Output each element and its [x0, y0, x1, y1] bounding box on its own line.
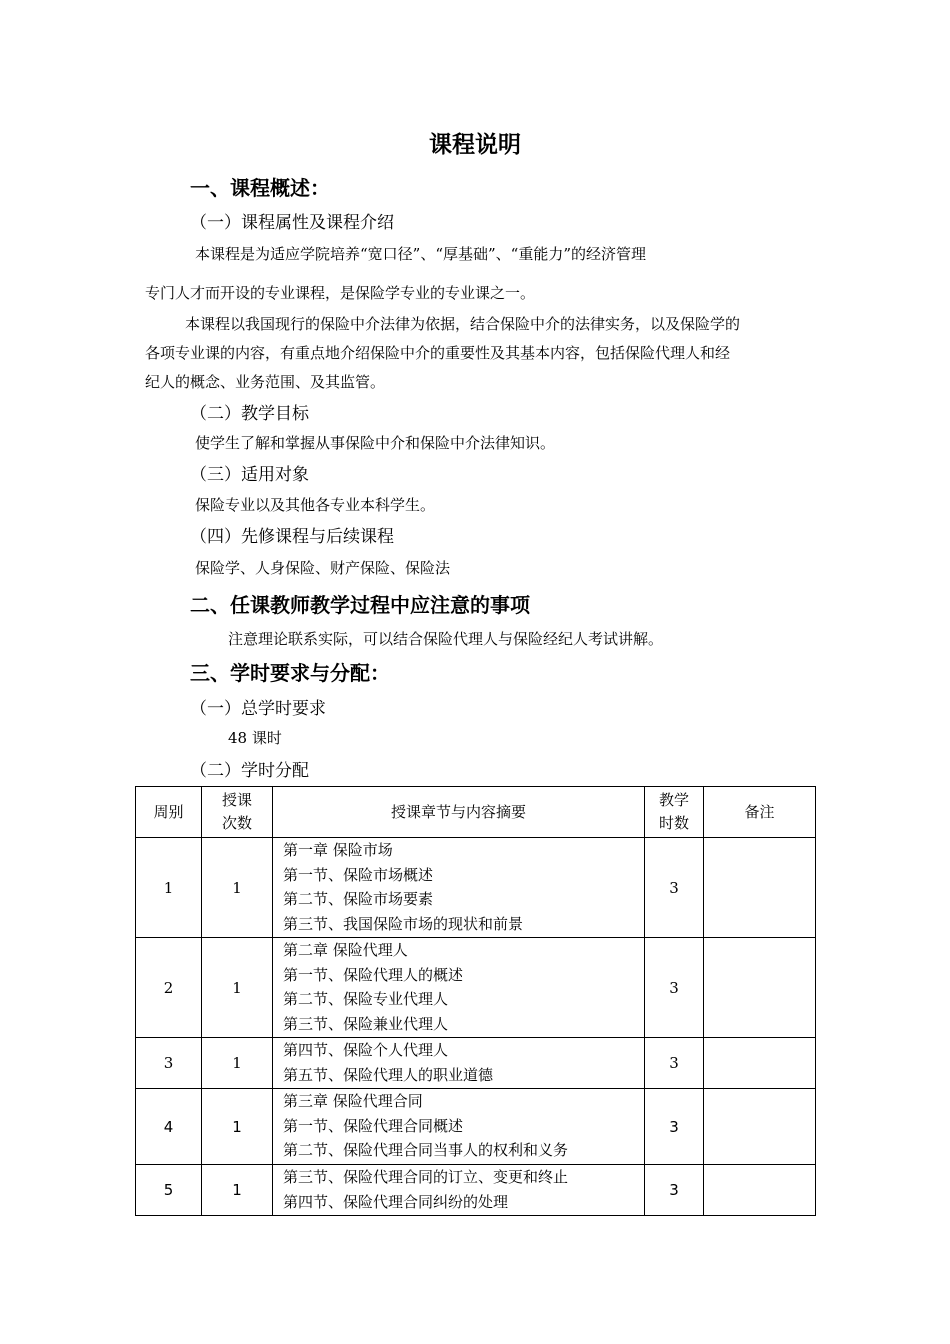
section-3-heading: 三、学时要求与分配：	[190, 661, 390, 685]
schedule-table	[135, 786, 816, 1216]
cell-hours: 3	[645, 1038, 704, 1089]
cell-week: 1	[136, 838, 202, 938]
section-2-heading: 二、任课教师教学过程中应注意的事项	[190, 593, 530, 617]
cell-week: 4	[136, 1089, 202, 1165]
cell-notes	[704, 938, 816, 1038]
cell-sessions: 1	[202, 1089, 273, 1165]
cell-notes	[704, 1165, 816, 1216]
cell-sessions: 1	[202, 1165, 273, 1216]
paragraph-4: 保险专业以及其他各专业本科学生。	[195, 496, 436, 514]
header-week: 周别	[136, 787, 202, 838]
content-line: 第一节、保险代理合同概述	[283, 1116, 464, 1135]
content-line: 第二节、保险专业代理人	[283, 990, 449, 1008]
section-1-sub-2: （二）教学目标	[190, 404, 309, 424]
cell-hours: 3	[645, 1089, 704, 1165]
section-2-paragraph: 注意理论联系实际，可以结合保险代理人与保险经纪人考试讲解。	[228, 630, 664, 648]
total-hours: 48 课时	[228, 729, 282, 747]
cell-notes	[704, 1038, 816, 1089]
content-line: 第三节、保险代理合同的订立、变更和终止	[283, 1168, 569, 1186]
cell-sessions: 1	[202, 838, 273, 938]
table-row	[136, 1165, 816, 1216]
paragraph-1b: 专门人才而开设的专业课程，是保险学专业的专业课之一。	[145, 284, 536, 302]
paragraph-1a: 本课程是为适应学院培养“宽口径”、“厚基础”、“重能力”的经济管理	[195, 245, 647, 263]
content-line: 第一节、保险市场概述	[283, 865, 434, 884]
content-line: 第三节、保险兼业代理人	[283, 1014, 449, 1033]
content-line: 第三章 保险代理合同	[283, 1092, 423, 1110]
content-line: 第一节、保险代理人的概述	[283, 965, 464, 984]
paragraph-2a: 本课程以我国现行的保险中介法律为依据，结合保险中介的法律实务，以及保险学的	[185, 315, 741, 333]
cell-week: 2	[136, 938, 202, 1038]
paragraph-2c: 纪人的概念、业务范围、及其监管。	[145, 373, 386, 391]
cell-week: 5	[136, 1165, 202, 1216]
cell-content	[273, 1089, 645, 1165]
header-content: 授课章节与内容摘要	[273, 787, 645, 838]
table-row	[136, 838, 816, 938]
content-line: 第二节、保险代理合同当事人的权利和义务	[283, 1141, 569, 1159]
table-row	[136, 1089, 816, 1165]
header-sessions: 授课 次数	[202, 787, 273, 838]
table-row	[136, 1038, 816, 1089]
table-header-row	[136, 787, 816, 838]
header-notes: 备注	[704, 787, 816, 838]
cell-sessions: 1	[202, 938, 273, 1038]
cell-notes	[704, 838, 816, 938]
section-3-sub-1: （一）总学时要求	[190, 699, 326, 719]
content-line: 第二节、保险市场要素	[283, 890, 434, 908]
content-line: 第二章 保险代理人	[283, 941, 408, 959]
cell-hours: 3	[645, 1165, 704, 1216]
cell-hours: 3	[645, 838, 704, 938]
content-line: 第三节、我国保险市场的现状和前景	[283, 914, 524, 933]
cell-content	[273, 838, 645, 938]
section-1-sub-4: （四）先修课程与后续课程	[190, 527, 394, 547]
cell-notes	[704, 1089, 816, 1165]
cell-week: 3	[136, 1038, 202, 1089]
section-3-sub-2: （二）学时分配	[190, 761, 309, 781]
content-line: 第一章 保险市场	[283, 841, 393, 859]
section-1-sub-1: （一）课程属性及课程介绍	[190, 213, 394, 233]
content-line: 第五节、保险代理人的职业道德	[283, 1065, 494, 1084]
section-1-heading: 一、课程概述：	[190, 176, 330, 200]
content-line: 第四节、保险个人代理人	[283, 1041, 449, 1059]
cell-content	[273, 1165, 645, 1216]
page-title: 课程说明	[429, 132, 521, 158]
cell-content	[273, 938, 645, 1038]
paragraph-2b: 各项专业课的内容，有重点地介绍保险中介的重要性及其基本内容，包括保险代理人和经	[145, 344, 731, 362]
content-line: 第四节、保险代理合同纠纷的处理	[283, 1192, 509, 1211]
paragraph-5: 保险学、人身保险、财产保险、保险法	[195, 559, 451, 577]
paragraph-3: 使学生了解和掌握从事保险中介和保险中介法律知识。	[195, 434, 556, 452]
cell-sessions: 1	[202, 1038, 273, 1089]
section-1-sub-3: （三）适用对象	[190, 465, 309, 485]
cell-hours: 3	[645, 938, 704, 1038]
table-row	[136, 938, 816, 1038]
header-hours: 教学 时数	[645, 787, 704, 838]
cell-content	[273, 1038, 645, 1089]
